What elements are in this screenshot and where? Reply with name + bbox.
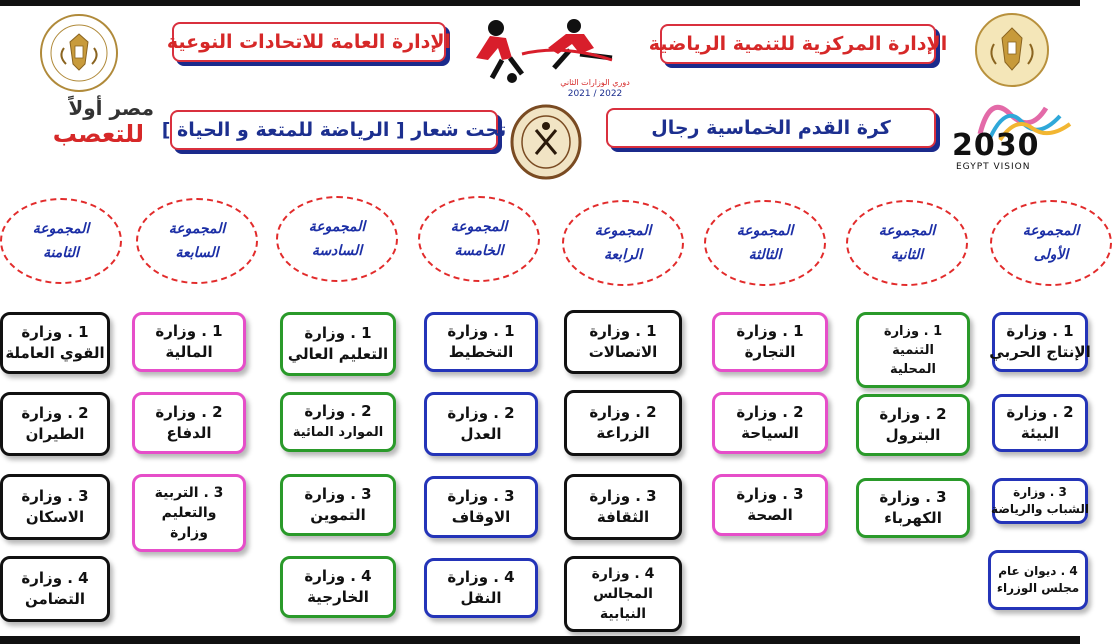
- egypt-vision-2030-logo: [950, 94, 1078, 178]
- vision-number: 2030: [952, 128, 1040, 163]
- team-name-line2: النيابية: [599, 606, 647, 622]
- team-number: 2 . وزارة: [155, 403, 223, 421]
- group-5-name: الخامسة: [454, 243, 504, 259]
- group-1-team-1-card: [989, 312, 1091, 372]
- team-name: الطيران: [25, 425, 85, 443]
- league-logo-years: 2021 / 2022: [567, 89, 623, 99]
- team-name: النقل: [460, 589, 502, 607]
- team-number: 2 . وزارة: [447, 404, 515, 422]
- group-5-team-4-card: [424, 558, 538, 618]
- group-8-team-2-card: [0, 392, 110, 456]
- group-6-team-3-card: [280, 474, 396, 536]
- team-name: والتعليم: [161, 505, 217, 521]
- team-number: 1 . وزارة: [589, 322, 657, 340]
- banner-slogan: تحت شعار [ الرياضة للمتعة و الحياة ]: [170, 110, 498, 150]
- group-4-team-1-card: [564, 310, 682, 374]
- team-number: 1 . وزارة: [304, 324, 372, 342]
- group-8-team-1-card: [0, 312, 110, 374]
- banner-general-admin: الإدارة العامة للاتحادات النوعية: [172, 22, 446, 62]
- group-1-team-4-card: [988, 550, 1088, 610]
- team-name: المجالس: [593, 586, 653, 602]
- group-1-team-2-card: [992, 394, 1088, 452]
- group-3-team-3-card: [712, 474, 828, 536]
- group-4-team-2-card: [564, 390, 682, 456]
- team-name: البترول: [885, 426, 941, 444]
- team-name: الإنتاج الحربي: [989, 343, 1091, 361]
- team-name: الخارجية: [307, 588, 369, 606]
- group-3-title: المجموعة: [736, 223, 794, 239]
- egypt-first-line1: مصر أولاً: [68, 96, 154, 120]
- league-logo-title: دوري الوزارات الثاني: [560, 78, 630, 87]
- group-2-name: الثانية: [890, 247, 924, 263]
- team-number: 2 . وزارة: [1006, 403, 1074, 421]
- team-number: 1 . وزارة: [447, 322, 515, 340]
- group-7-team-3-card: [132, 474, 246, 552]
- team-number: 1 . وزارة: [21, 323, 89, 341]
- team-number: 2 . وزارة: [589, 403, 657, 421]
- group-5-oval: [418, 196, 540, 282]
- team-name: السياحة: [741, 424, 799, 442]
- group-2-team-2-card: [856, 394, 970, 456]
- team-name: التموين: [310, 506, 366, 524]
- team-name: الاوقاف: [451, 508, 511, 526]
- team-name: الكهرباء: [884, 509, 942, 527]
- banner-central-admin: الإدارة المركزية للتنمية الرياضية: [660, 24, 936, 64]
- team-number: 4 . وزارة: [447, 568, 515, 586]
- team-number: 1 . وزارة: [883, 323, 943, 339]
- group-7-team-1-card: [132, 312, 246, 372]
- group-1-oval: [990, 200, 1112, 286]
- team-number: 3 . وزارة: [589, 487, 657, 505]
- team-name: الزراعة: [596, 424, 650, 442]
- team-name: الشباب والرياضة: [991, 502, 1089, 516]
- egypt-first-line2: للتعصب: [52, 120, 144, 148]
- group-8-title: المجموعة: [32, 221, 90, 237]
- group-2-title: المجموعة: [878, 223, 936, 239]
- team-number: 2 . وزارة: [879, 405, 947, 423]
- group-3-team-1-card: [712, 312, 828, 372]
- group-2-oval: [846, 200, 968, 286]
- team-name: الاسكان: [25, 508, 85, 526]
- team-number: 1 . وزارة: [736, 322, 804, 340]
- vision-text: EGYPT VISION: [956, 162, 1031, 172]
- egypt-emblem-logo: [974, 12, 1050, 88]
- team-number: 3 . وزارة: [879, 488, 947, 506]
- team-number: 2 . وزارة: [736, 403, 804, 421]
- team-name: الموارد المائية: [292, 425, 384, 440]
- team-name: العدل: [460, 425, 502, 443]
- group-4-title: المجموعة: [594, 223, 652, 239]
- team-name: القوي العاملة: [5, 344, 105, 362]
- group-3-team-2-card: [712, 392, 828, 454]
- group-6-team-2-card: [280, 392, 396, 452]
- group-8-team-4-card: [0, 556, 110, 622]
- group-4-oval: [562, 200, 684, 286]
- team-number: 3 . وزارة: [736, 485, 804, 503]
- team-number: 4 . وزارة: [591, 566, 655, 582]
- group-4-name: الرابعة: [604, 247, 642, 263]
- team-name: التنمية: [892, 342, 934, 358]
- team-number: 2 . وزارة: [304, 402, 372, 420]
- team-number: 3 . التربية: [154, 485, 224, 501]
- team-name: التعليم العالي: [287, 345, 389, 363]
- team-number: 1 . وزارة: [1006, 322, 1074, 340]
- group-2-team-1-card: [856, 312, 970, 388]
- group-6-oval: [276, 196, 398, 282]
- team-number: 3 . وزارة: [21, 487, 89, 505]
- group-8-oval: [0, 198, 122, 284]
- top-frame-bar: [0, 0, 1080, 6]
- group-3-name: الثالثة: [748, 247, 782, 263]
- team-name: الصحة: [747, 506, 793, 524]
- team-number: 3 . وزارة: [447, 487, 515, 505]
- team-number: 2 . وزارة: [21, 404, 89, 422]
- group-1-team-3-card: [992, 478, 1088, 524]
- group-7-team-2-card: [132, 392, 246, 454]
- group-6-title: المجموعة: [308, 219, 366, 235]
- group-8-name: الثامنة: [43, 245, 79, 261]
- group-7-title: المجموعة: [168, 221, 226, 237]
- group-6-team-4-card: [280, 556, 396, 618]
- group-8-team-3-card: [0, 474, 110, 540]
- group-2-team-3-card: [856, 478, 970, 538]
- group-7-name: السابعة: [175, 245, 219, 261]
- group-6-team-1-card: [280, 312, 396, 376]
- team-name-line2: وزارة: [170, 525, 208, 541]
- team-name: التضامن: [24, 590, 86, 608]
- group-4-team-3-card: [564, 474, 682, 540]
- team-name: الدفاع: [166, 424, 212, 442]
- team-name: مجلس الوزراء: [996, 581, 1080, 595]
- group-5-title: المجموعة: [450, 219, 508, 235]
- team-name-line2: المحلية: [890, 361, 936, 377]
- group-6-name: السادسة: [311, 243, 363, 259]
- team-name: الاتصالات: [588, 343, 658, 361]
- group-3-oval: [704, 200, 826, 286]
- team-number: 4 . وزارة: [21, 569, 89, 587]
- federation-seal-logo: [510, 104, 582, 180]
- group-1-name: الأولى: [1033, 247, 1069, 263]
- group-5-team-1-card: [424, 312, 538, 372]
- team-number: 1 . وزارة: [155, 322, 223, 340]
- team-name: البيئة: [1020, 424, 1060, 442]
- group-5-team-2-card: [424, 392, 538, 456]
- banner-sport-title: كرة القدم الخماسية رجال: [606, 108, 936, 148]
- group-7-oval: [136, 198, 258, 284]
- team-number: 4 . وزارة: [304, 567, 372, 585]
- ministry-youth-sports-logo: [38, 12, 120, 94]
- ministries-league-logo: [462, 14, 632, 100]
- team-name: الثقافة: [596, 508, 650, 526]
- egypt-first-logo: [8, 96, 158, 156]
- bottom-frame-bar: [0, 636, 1080, 644]
- group-1-title: المجموعة: [1022, 223, 1080, 239]
- team-number: 3 . وزارة: [1013, 485, 1067, 499]
- team-name: المالية: [165, 343, 213, 361]
- team-name: التخطيط: [448, 343, 514, 361]
- team-number: 4 . ديوان عام: [998, 564, 1078, 578]
- group-4-team-4-card: [564, 556, 682, 632]
- team-number: 3 . وزارة: [304, 485, 372, 503]
- group-5-team-3-card: [424, 476, 538, 538]
- team-name: التجارة: [744, 343, 796, 361]
